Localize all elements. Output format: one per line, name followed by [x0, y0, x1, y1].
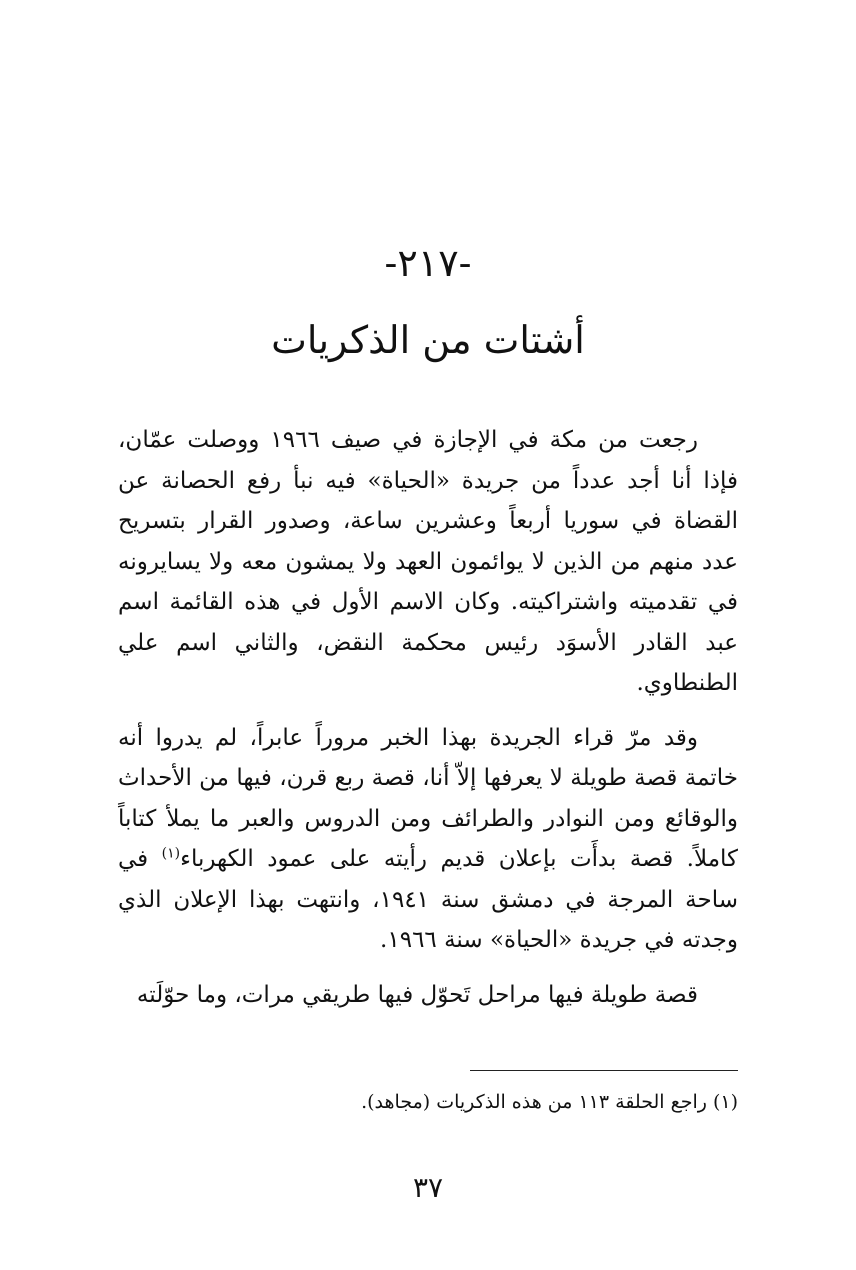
- body-text: [118, 420, 738, 1029]
- footnote-reference: (١): [161, 845, 181, 862]
- paragraph-2-text-after-ref: في ساحة المرجة في دمشق سنة ١٩٤١، وانتهت بهذا الإعلان الذي وجدته في جريدة «الحياة» سنة ١٩٦٦.: [118, 846, 738, 953]
- paragraph-2-text-before-ref: وقد مرّ قراء الجريدة بهذا الخبر مروراً عابراً، لم يدروا أنه خاتمة قصة طويلة لا يعرفها إلاّ أنا، قصة ربع قرن، فيها من الأحداث والوقائع ومن النوادر والطرائف ومن الدروس والعبر ما يملأ كتاباً كاملاً. قصة بدأَت بإعلان قديم رأيته على عمود الكهرباء: [118, 724, 738, 872]
- footnote: (١) راجع الحلقة ١١٣ من هذه الذكريات (مجاهد).: [361, 1091, 738, 1113]
- paragraph-1: رجعت من مكة في الإجازة في صيف ١٩٦٦ ووصلت عمّان، فإذا أنا أجد عدداً من جريدة «الحياة» فيه نبأ رفع الحصانة عن القضاة في سوريا أربعاً وعشرين ساعة، وصدور القرار بتسريح عدد منهم من الذين لا يوائمون العهد ولا يمشون معه ولا يسايرونه في تقدميته واشتراكيته. وكان الاسم الأول في هذه القائمة اسم عبد القادر الأسوَد رئيس محكمة النقض، والثاني اسم علي الطنطاوي.: [118, 427, 738, 696]
- paragraph-3: قصة طويلة فيها مراحل تَحوّل فيها طريقي مرات، وما حوّلَته: [136, 981, 698, 1008]
- chapter-title: أشتات من الذكريات: [271, 318, 585, 362]
- page-number: ٣٧: [412, 1171, 444, 1204]
- paragraph-2: [118, 718, 738, 961]
- footnote-divider: [470, 1070, 738, 1071]
- chapter-number: -٢١٧-: [384, 241, 472, 285]
